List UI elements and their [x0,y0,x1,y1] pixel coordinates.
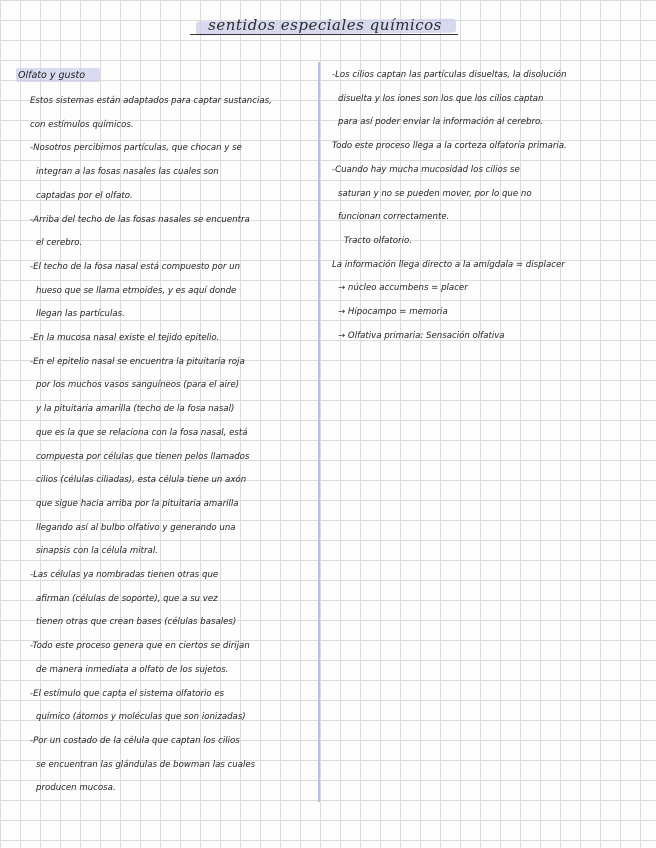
note-line: llegando así al bulbo olfativo y generando una [36,522,236,533]
note-line: afirman (células de soporte), que a su vez [36,593,218,604]
note-line: -El techo de la fosa nasal está compuesto por un [30,261,241,272]
note-line: -Todo este proceso genera que en ciertos se dirijan [30,641,250,652]
note-line: -Por un costado de la célula que captan los cilios [30,735,240,746]
note-line: disuelta y los iones son los que los cilios captan [338,93,544,104]
note-line: -En el epitelio nasal se encuentra la pituitaria roja [30,356,245,367]
note-line: que sigue hacia arriba por la pituitaria amarilla [36,498,239,509]
right-column-notes [332,64,650,348]
note-line: llegan las partículas. [36,309,125,320]
note-line: -Nosotros percibimos partículas, que chocan y se [30,143,242,154]
note-line: y la pituitaria amarilla (techo de la fosa nasal) [36,404,235,415]
note-line: La información llega directo a la amígdala = displacer [332,259,565,270]
note-line: con estímulos químicos. [30,119,134,130]
note-line: de manera inmediata a olfato de los sujetos. [36,664,229,675]
note-line: -En la mucosa nasal existe el tejido epitelio. [30,333,220,344]
note-line: saturan y no se pueden mover, por lo que no [338,188,532,199]
note-line: -Arriba del techo de las fosas nasales se encuentra [30,214,250,225]
note-line: que es la que se relaciona con la fosa nasal, está [36,427,248,438]
subheading-tracto-olfatorio: Tracto olfatorio. [344,235,412,246]
note-line: tienen otras que crean bases (células basales) [36,617,237,628]
note-line: funcionan correctamente. [338,212,450,223]
title-underline [190,34,458,35]
arrow-item: → Hipocampo = memoria [338,307,448,318]
note-line: químico (átomos y moléculas que son ionizadas) [36,712,246,723]
note-line: integran a las fosas nasales las cuales son [36,167,219,178]
note-line: Estos sistemas están adaptados para captar sustancias, [30,96,272,106]
arrow-item: → Olfativa primaria: Sensación olfativa [338,330,505,341]
note-line: se encuentran las glándulas de bowman las cuales [36,759,256,770]
note-line: sinapsis con la célula mitral. [36,546,158,557]
note-line: para así poder enviar la información al cerebro. [338,117,543,128]
note-line: -Los cilios captan las partículas disueltas, la disolución [332,70,567,80]
left-column-notes [30,90,315,801]
note-line: compuesta por células que tienen pelos llamados [36,451,250,462]
note-line: -El estímulo que capta el sistema olfatorio es [30,688,225,699]
note-line: -Las células ya nombradas tienen otras que [30,570,219,581]
note-line: captadas por el olfato. [36,190,133,201]
note-line: el cerebro. [36,238,83,249]
note-line: por los muchos vasos sanguíneos (para el aire) [36,380,240,391]
note-line: hueso que se llama etmoides, y es aquí donde [36,285,237,296]
column-divider [318,62,320,802]
page-title: sentidos especiales químicos [208,16,442,34]
note-line: -Cuando hay mucha mucosidad los cilios se [332,164,520,175]
section-heading: Olfato y gusto [18,70,86,81]
note-line: producen mucosa. [36,783,116,794]
arrow-item: → núcleo accumbens = placer [338,283,468,294]
note-line: Todo este proceso llega a la corteza olfatoria primaria. [332,141,567,152]
note-line: cilios (células ciliadas), esta célula tiene un axón [36,475,247,486]
